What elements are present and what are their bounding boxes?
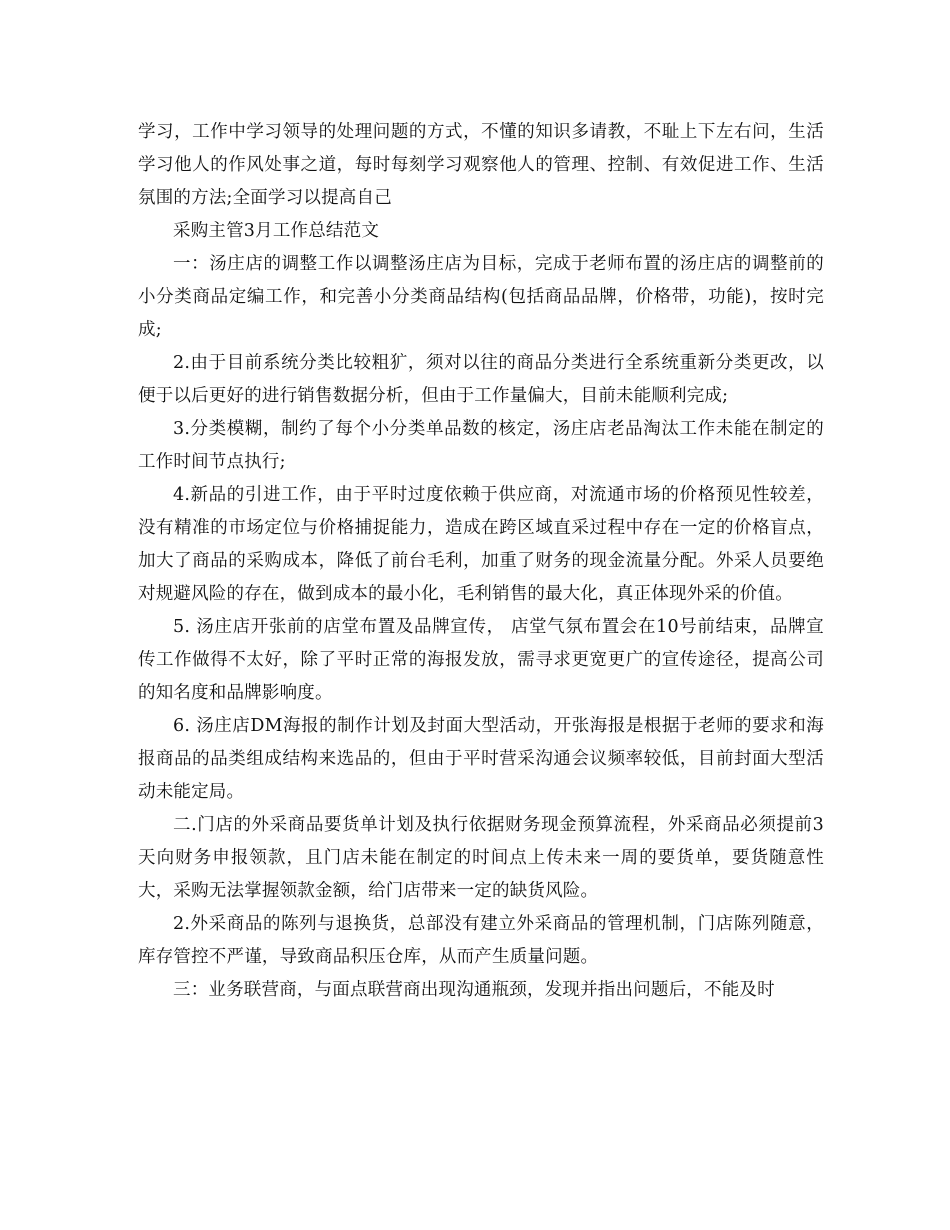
paragraph-8: 6. 汤庄店DM海报的制作计划及封面大型活动，开张海报是根据于老师的要求和海报商品的品类组成结构来选品的，但由于平时营采沟通会议频率较低，目前封面大型活动未能定局。: [138, 716, 824, 802]
paragraph-3: 一：汤庄店的调整工作以调整汤庄店为目标，完成于老师布置的汤庄店的调整前的小分类商品定编工作，和完善小分类商品结构(包括商品品牌，价格带，功能)，按时完成;: [138, 254, 824, 340]
paragraph-4: 2.由于目前系统分类比较粗犷，须对以往的商品分类进行全系统重新分类更改，以便于以后更好的进行销售数据分析，但由于工作量偏大，目前未能顺利完成;: [138, 353, 824, 406]
paragraph-5: 3.分类模糊，制约了每个小分类单品数的核定，汤庄店老品淘汰工作未能在制定的工作时间节点执行;: [138, 419, 824, 472]
document-body: [138, 116, 824, 1007]
paragraph-1: 学习，工作中学习领导的处理问题的方式，不懂的知识多请教，不耻上下左右问，生活学习他人的作风处事之道，每时每刻学习观察他人的管理、控制、有效促进工作、生活氛围的方法;全面学习以提高自己: [138, 122, 824, 208]
paragraph-9: 二.门店的外采商品要货单计划及执行依据财务现金预算流程，外采商品必须提前3天向财务申报领款，且门店未能在制定的时间点上传未来一周的要货单，要货随意性大，采购无法掌握领款金额，给门店带来一定的缺货风险。: [138, 815, 824, 901]
paragraph-7: 5. 汤庄店开张前的店堂布置及品牌宣传， 店堂气氛布置会在10号前结束，品牌宣传工作做得不太好，除了平时正常的海报发放，需寻求更宽更广的宣传途径，提高公司的知名度和品牌影响度。: [138, 617, 824, 703]
paragraph-11: 三：业务联营商，与面点联营商出现沟通瓶颈，发现并指出问题后，不能及时: [173, 980, 775, 1000]
section-title: 采购主管3月工作总结范文: [173, 221, 380, 241]
paragraph-10: 2.外采商品的陈列与退换货，总部没有建立外采商品的管理机制，门店陈列随意，库存管控不严谨，导致商品积压仓库，从而产生质量问题。: [138, 914, 824, 967]
paragraph-6: 4.新品的引进工作，由于平时过度依赖于供应商，对流通市场的价格预见性较差，没有精准的市场定位与价格捕捉能力，造成在跨区域直采过程中存在一定的价格盲点，加大了商品的采购成本，降低了前台毛利，加重了财务的现金流量分配。外采人员要绝对规避风险的存在，做到成本的最小化，毛利销售的最大化，真正体现外采的价值。: [138, 485, 824, 604]
